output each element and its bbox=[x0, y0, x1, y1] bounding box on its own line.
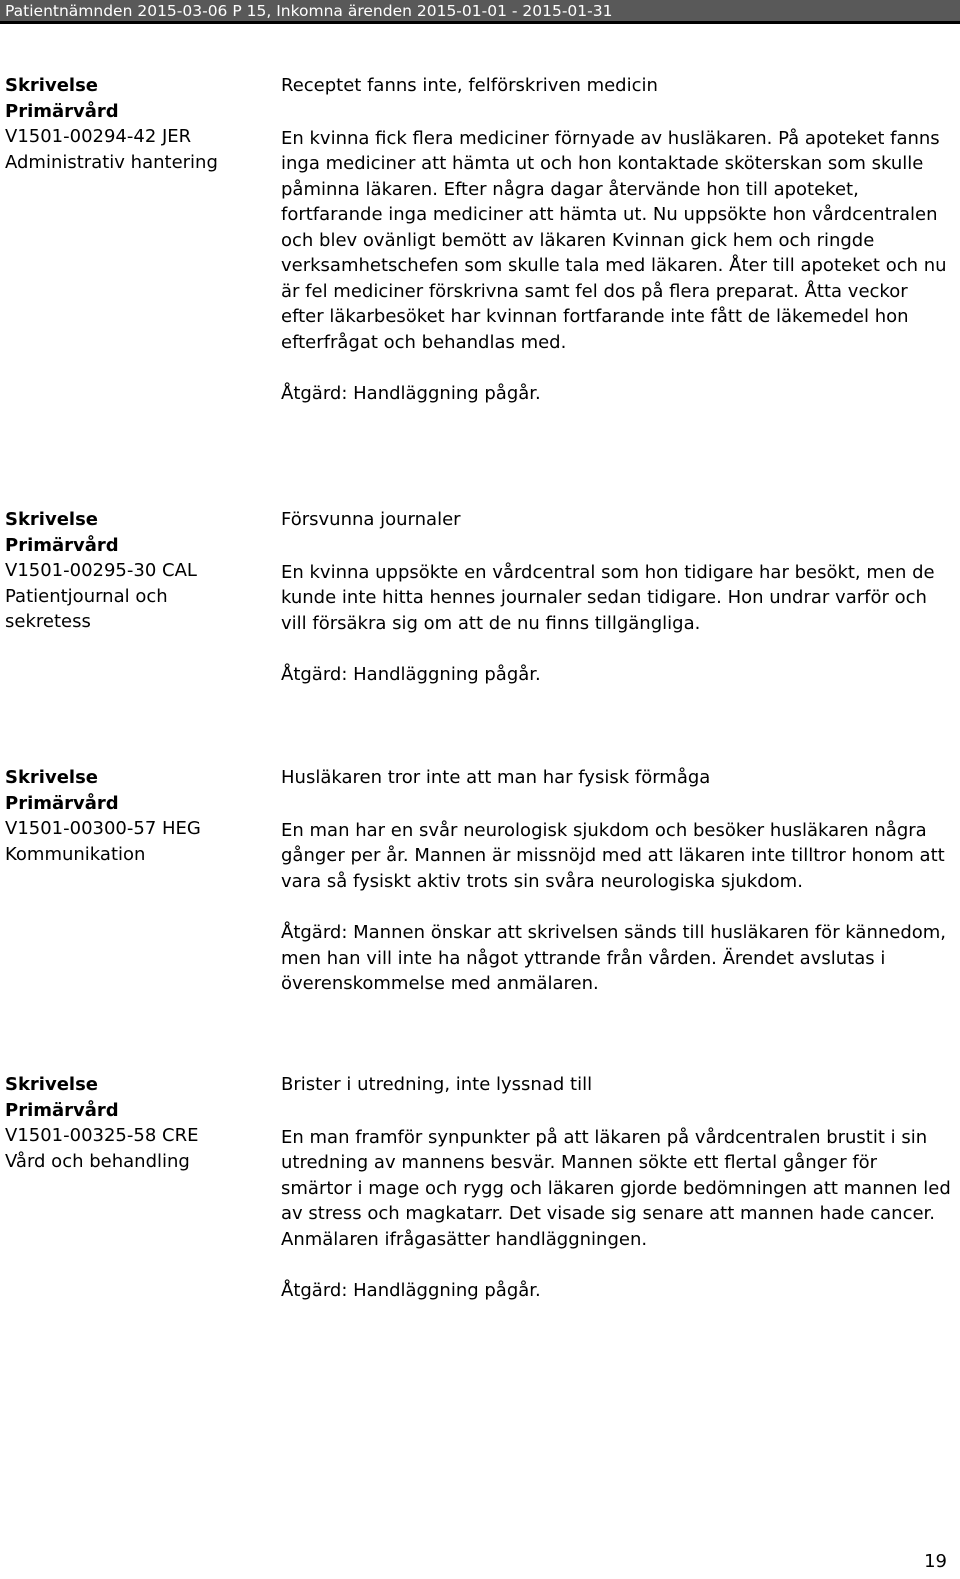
case-area: Primärvård bbox=[5, 792, 119, 814]
case-category: Patientjournal och sekretess bbox=[5, 585, 168, 632]
case-meta bbox=[5, 507, 270, 635]
case-subject: Brister i utredning, inte lyssnad till bbox=[281, 1074, 593, 1095]
case-meta bbox=[5, 73, 270, 175]
case-action: Åtgärd: Handläggning pågår. bbox=[281, 664, 541, 685]
case-area: Primärvård bbox=[5, 100, 119, 122]
case-category: Kommunikation bbox=[5, 843, 146, 865]
case-description: En kvinna uppsökte en vårdcentral som hon tidigare har besökt, men de kunde inte hitta hennes journaler sedan tidigare. Hon undrar varför och vill försäkra sig om att de nu finns tillgängliga. bbox=[281, 561, 935, 634]
case-description: En man har en svår neurologisk sjukdom och besöker husläkaren några gånger per år. Mannen är missnöjd med att läkaren inte tilltror honom att vara så fysiskt aktiv trots sin svåra neurologiska sjukdom. bbox=[281, 819, 945, 892]
case-id: V1501-00295-30 CAL bbox=[5, 560, 197, 581]
case-description: En man framför synpunkter på att läkaren på vårdcentralen brustit i sin utredning av mannens besvär. Mannen sökte ett flertal gånger för smärtor i mage och rygg och läkaren gjorde bedömningen att mannen led av stress och magkatarr. Det visade sig senare att mannen hade cancer. Anmälaren ifrågasätter handläggningen. bbox=[281, 1126, 951, 1250]
case-type: Skrivelse bbox=[5, 1074, 99, 1095]
case-id: V1501-00300-57 HEG bbox=[5, 818, 201, 839]
page-header-title: Patientnämnden 2015-03-06 P 15, Inkomna ärenden 2015-01-01 - 2015-01-31 bbox=[5, 2, 613, 20]
case-type: Skrivelse bbox=[5, 75, 99, 96]
case-id: V1501-00294-42 JER bbox=[5, 126, 192, 147]
page-header bbox=[0, 0, 960, 24]
case-meta bbox=[5, 1072, 270, 1174]
case-subject: Receptet fanns inte, felförskriven medicin bbox=[281, 75, 658, 96]
case-category: Vård och behandling bbox=[5, 1150, 190, 1172]
case-id: V1501-00325-58 CRE bbox=[5, 1125, 199, 1146]
case-subject: Försvunna journaler bbox=[281, 509, 461, 530]
case-content bbox=[281, 73, 953, 407]
case-meta bbox=[5, 765, 270, 867]
case-content bbox=[281, 507, 953, 688]
case-area: Primärvård bbox=[5, 534, 119, 556]
case-type: Skrivelse bbox=[5, 509, 99, 530]
case-content bbox=[281, 1072, 953, 1304]
case-category: Administrativ hantering bbox=[5, 151, 218, 173]
case-action: Åtgärd: Handläggning pågår. bbox=[281, 1280, 541, 1301]
case-area: Primärvård bbox=[5, 1099, 119, 1121]
case-type: Skrivelse bbox=[5, 767, 99, 788]
case-subject: Husläkaren tror inte att man har fysisk förmåga bbox=[281, 767, 711, 788]
case-action: Åtgärd: Mannen önskar att skrivelsen sänds till husläkaren för kännedom, men han vill inte ha något yttrande från vården. Ärendet avslutas i överenskommelse med anmälaren. bbox=[281, 922, 947, 994]
page-number: 19 bbox=[924, 1551, 947, 1572]
case-description: En kvinna fick flera mediciner förnyade av husläkaren. På apoteket fanns inga mediciner att hämta ut och hon kontaktade sköterskan som skulle påminna läkaren. Efter några dagar återvände hon till apoteket, fortfarande inga mediciner att hämta ut. Nu uppsökte hon vårdcentralen och blev ovänligt bemött av läkaren Kvinnan gick hem och ringde verksamhetschefen som skulle tala med läkaren. Åter till apoteket och nu är fel mediciner förskrivna samt fel dos på flera preparat. Åtta veckor efter läkarbesöket har kvinnan fortfarande inte fått de läkemedel hon efterfrågat och behandlas med. bbox=[281, 127, 947, 353]
case-action: Åtgärd: Handläggning pågår. bbox=[281, 383, 541, 404]
case-content bbox=[281, 765, 953, 997]
